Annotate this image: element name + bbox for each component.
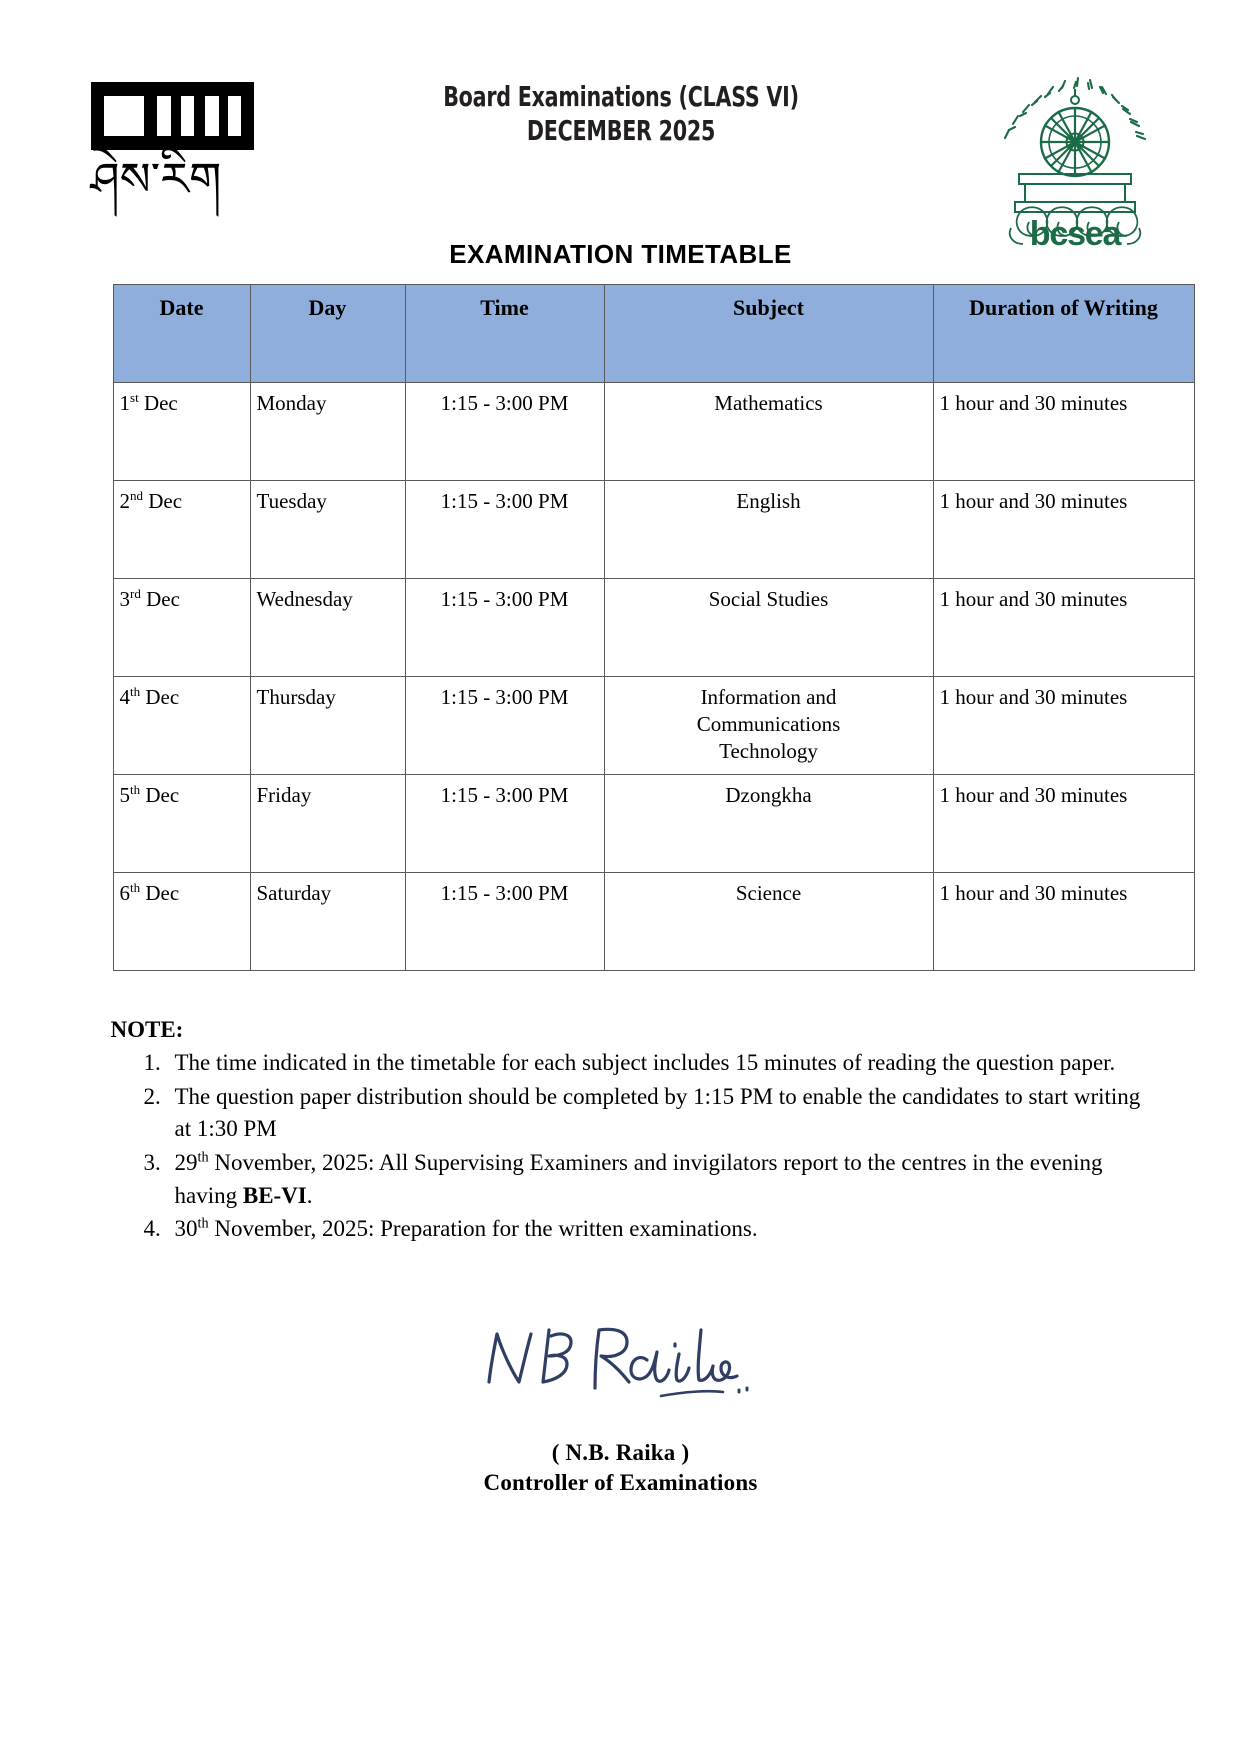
note-item [167,1047,1141,1080]
cell-day: Friday [250,775,405,873]
notes-list [111,1047,1141,1246]
cell-subject: Mathematics [604,383,933,481]
handwritten-signature [471,1304,771,1424]
cell-day: Saturday [250,873,405,971]
cell-time: 1:15 - 3:00 PM [405,677,604,775]
page-title [178,70,1064,148]
note-item [167,1213,1141,1246]
cell-day: Tuesday [250,481,405,579]
cell-duration: 1 hour and 30 minutes [933,481,1194,579]
cell-duration: 1 hour and 30 minutes [933,677,1194,775]
cell-time: 1:15 - 3:00 PM [405,481,604,579]
note-item [167,1081,1141,1146]
emblem-post [91,82,104,150]
note-text: 30th November, 2025: Preparation for the written examinations. [174,1215,758,1242]
cell-time: 1:15 - 3:00 PM [405,579,604,677]
column-header-day: Day [250,285,405,383]
table-body [113,383,1194,971]
column-header-date: Date [113,285,250,383]
cell-day: Thursday [250,677,405,775]
column-header-duration: Duration of Writing [933,285,1194,383]
table-row [113,481,1194,579]
cell-duration: 1 hour and 30 minutes [933,873,1194,971]
cell-day: Wednesday [250,579,405,677]
page-title-line-1: Board Examinations (CLASS VI) [442,80,799,113]
svg-text:bcsea: bcsea [1029,215,1120,246]
signatory-name: ( N.B. Raika ) [551,1439,690,1465]
table-row [113,775,1194,873]
dzongkha-wordmark: ཤེས་རིག [90,152,222,206]
cell-date: 1st Dec [113,383,250,481]
cell-day: Monday [250,383,405,481]
cell-duration: 1 hour and 30 minutes [933,579,1194,677]
cell-date: 4th Dec [113,677,250,775]
table-row [113,677,1194,775]
cell-date: 5th Dec [113,775,250,873]
examination-timetable [113,284,1195,971]
notes-section [101,1017,1141,1246]
table-header-row [113,285,1194,383]
examination-timetable-heading: EXAMINATION TIMETABLE [449,239,792,269]
cell-time: 1:15 - 3:00 PM [405,873,604,971]
cell-time: 1:15 - 3:00 PM [405,775,604,873]
notes-heading: NOTE: [110,1017,184,1042]
cell-date: 3rd Dec [113,579,250,677]
note-text: The time indicated in the timetable for each subject includes 15 minutes of reading the question paper. [174,1050,1116,1075]
cell-duration: 1 hour and 30 minutes [933,775,1194,873]
column-header-subject: Subject [604,285,933,383]
table-row [113,579,1194,677]
timetable-container [113,284,1158,971]
cell-duration: 1 hour and 30 minutes [933,383,1194,481]
table-row [113,873,1194,971]
note-text: 29th November, 2025: All Supervising Examiners and invigilators report to the centres in the evening having BE-VI. [174,1149,1103,1208]
signature-block [0,1304,1241,1496]
table-header [113,285,1194,383]
page-title-line-2: DECEMBER 2025 [526,114,715,148]
cell-time: 1:15 - 3:00 PM [405,383,604,481]
table-row [113,383,1194,481]
note-text: The question paper distribution should be completed by 1:15 PM to enable the candidates to start writing at 1:30 PM [174,1083,1141,1142]
signatory-role: Controller of Examinations [483,1469,758,1495]
cell-date: 2nd Dec [113,481,250,579]
cell-subject: Dzongkha [604,775,933,873]
cell-subject: English [604,481,933,579]
page-header [81,0,1161,246]
cell-subject: Social Studies [604,579,933,677]
cell-subject: Science [604,873,933,971]
bcsea-logo-icon [989,64,1161,246]
column-header-time: Time [405,285,604,383]
note-item [167,1147,1141,1212]
emblem-post [144,82,157,150]
cell-subject: Information and Communications Technology [604,677,933,775]
cell-date: 6th Dec [113,873,250,971]
